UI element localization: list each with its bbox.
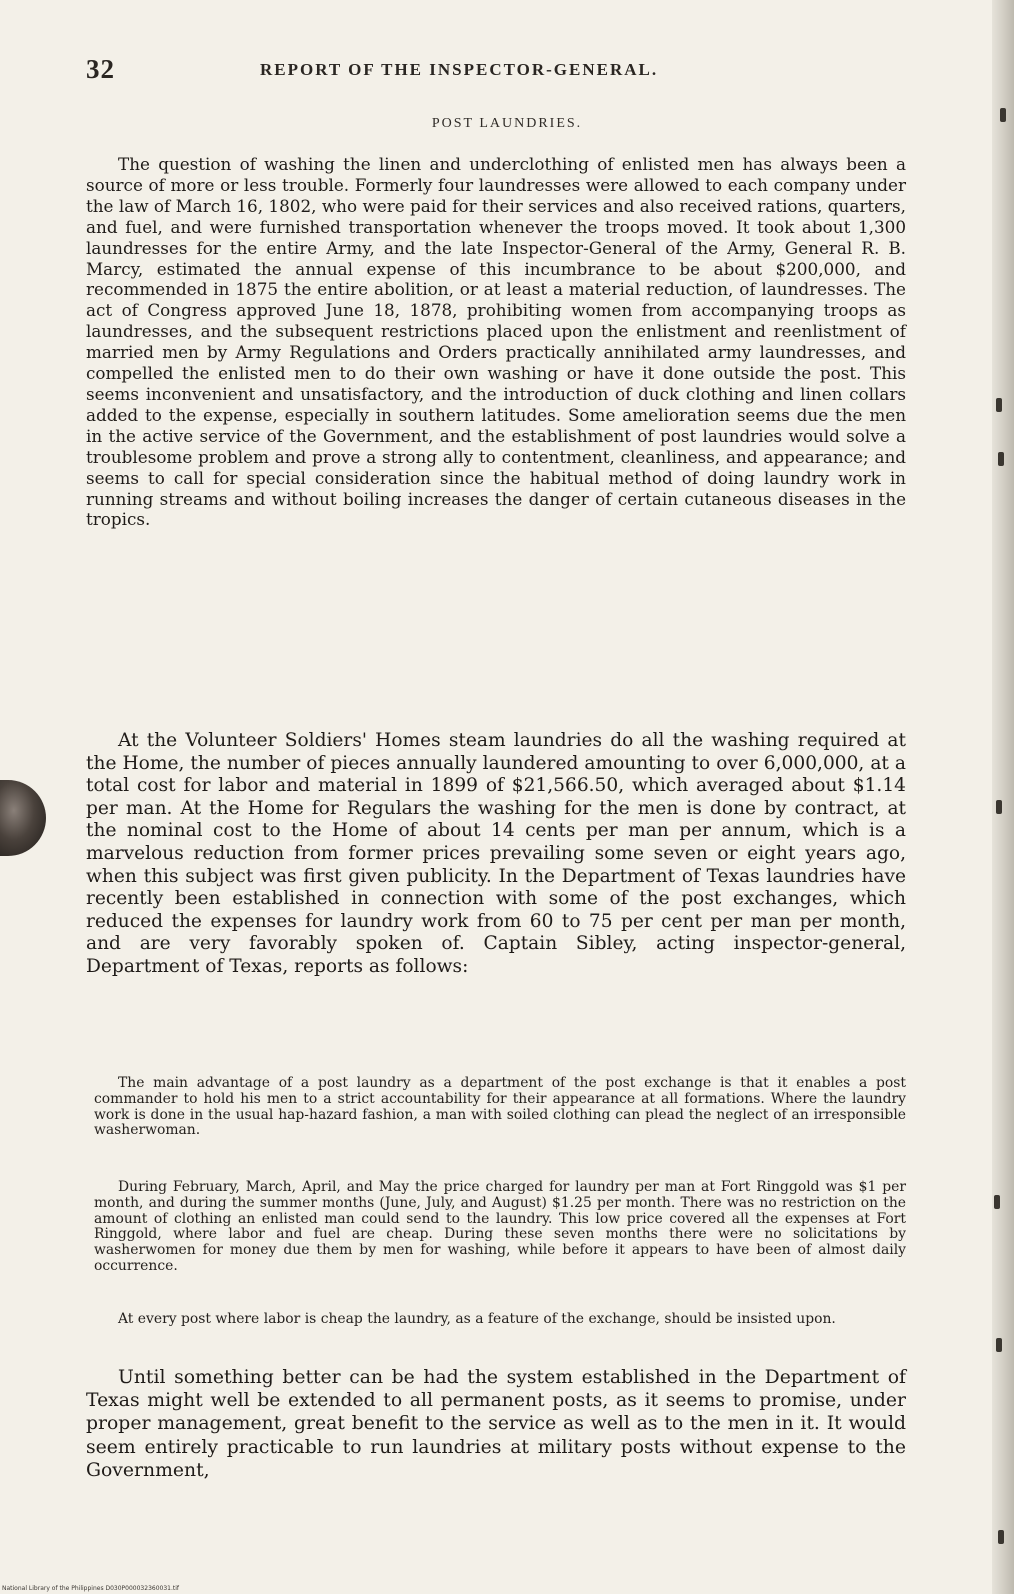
- edge-mark: [996, 398, 1002, 412]
- page-binding-edge: [992, 0, 1014, 1594]
- page-number: 32: [86, 54, 115, 84]
- body-paragraph: At the Volunteer Soldiers' Homes steam laundries do all the washing required at the Home, the number of pieces annually laundered amounting to over 6,000,000, at a total cost for labor and material in 1899 of $21,566.50, which averaged about $1.14 per man. At the Home for Regulars the washing for the men is done by contract, at the nominal cost to the Home of about 14 cents per man per annum, which is a marvelous reduction from former prices prevailing some seven or eight years ago, when this subject was first given publicity. In the Department of Texas laundries have recently been established in connection with some of the post exchanges, which reduced the expenses for laundry work from 60 to 75 per cent per man per month, and are very favorably spoken of. Captain Sibley, acting inspector-general, Department of Texas, reports as follows:: [86, 730, 906, 977]
- scan-credit: National Library of the Philippines D030P000032360031.tif: [2, 1585, 180, 1592]
- section-title: POST LAUNDRIES.: [431, 116, 583, 131]
- body-paragraph: The question of washing the linen and underclothing of enlisted men has always been a source of more or less trouble. Formerly four laundresses were allowed to each company under the law of March 16, 1802, who were paid for their services and also received rations, quarters, and fuel, and were furnished transportation whenever the troops moved. It took about 1,300 laundresses for the entire Army, and the late Inspector-General of the Army, General R. B. Marcy, estimated the annual expense of this incumbrance to be about $200,000, and recommended in 1875 the entire abolition, or at least a material reduction, of laundresses. The act of Congress approved June 18, 1878, prohibiting women from accompanying troops as laundresses, and the subsequent restrictions placed upon the enlistment and reenlistment of married men by Army Regulations and Orders practically annihilated army laundresses, and compelled the enlisted men to do their own washing or have it done outside the post. This seems inconvenient and unsatisfactory, and the introduction of duck clothing and linen collars added to the expense, especially in southern latitudes. Some amelioration seems due the men in the active service of the Government, and the establishment of post laundries would solve a troublesome problem and prove a strong ally to contentment, cleanliness, and appearance; and seems to call for special consideration since the habitual method of doing laundry work in running streams and without boiling increases the danger of certain cutaneous diseases in the tropics.: [86, 154, 906, 530]
- page-header: [86, 54, 916, 84]
- body-paragraph: Until something better can be had the system established in the Department of Texas might well be extended to all permanent posts, as it seems to promise, under proper management, great benefit to the service as well as to the men in it. It would seem entirely practicable to run laundries at military posts without expense to the Government,: [86, 1367, 906, 1481]
- edge-mark: [994, 1195, 1000, 1209]
- edge-mark: [996, 800, 1002, 814]
- running-head: REPORT OF THE INSPECTOR-GENERAL.: [260, 60, 659, 79]
- block-quote-paragraph: At every post where labor is cheap the laundry, as a feature of the exchange, should be insisted upon.: [118, 1311, 836, 1327]
- thumb-shadow: [0, 780, 46, 856]
- edge-mark: [998, 452, 1004, 466]
- edge-mark: [996, 1338, 1002, 1352]
- edge-mark: [998, 1530, 1004, 1544]
- block-quote-paragraph: During February, March, April, and May the price charged for laundry per man at Fort Ringgold was $1 per month, and during the summer months (June, July, and August) $1.25 per month. There was no restriction on the amount of clothing an enlisted man could send to the laundry. This low price covered all the expenses at Fort Ringgold, where labor and fuel are cheap. During these seven months there were no solicitations by washerwomen for money due them by men for washing, while before it appears to have been of almost daily occurrence.: [94, 1179, 906, 1274]
- block-quote-paragraph: The main advantage of a post laundry as a department of the post exchange is that it enables a post commander to hold his men to a strict accountability for their appearance at all formations. Where the laundry work is done in the usual hap-hazard fashion, a man with soiled clothing can plead the neglect of an irresponsible washerwoman.: [94, 1075, 906, 1139]
